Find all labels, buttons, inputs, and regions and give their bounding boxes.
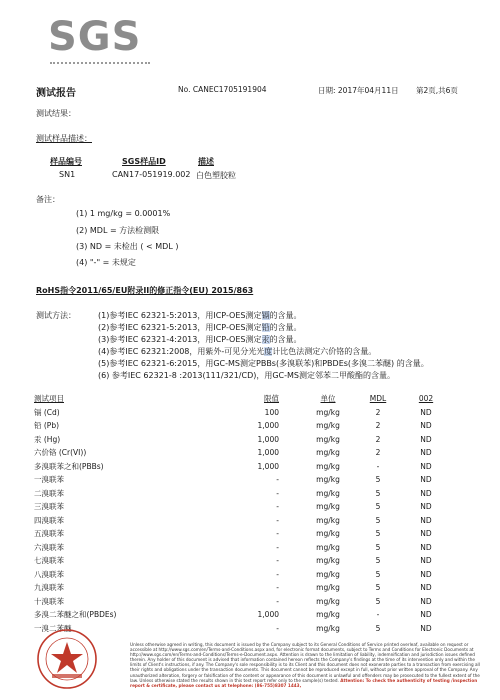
table-cell: ND bbox=[420, 596, 432, 606]
table-cell: 七溴联苯 bbox=[34, 556, 64, 566]
method-item: (1)参考IEC 62321-5:2013，用ICP-OES测定镉的含量。 bbox=[98, 311, 302, 320]
table-cell: 5 bbox=[375, 502, 381, 512]
table-cell: 5 bbox=[375, 596, 381, 606]
method-item: (5)参考IEC 62321-6:2015，用GC-MS测定PBBs(多溴联苯)和PBDEs(多溴二苯醚) 的含量。 bbox=[98, 359, 429, 368]
table-row bbox=[34, 487, 451, 501]
table-cell: - bbox=[276, 502, 279, 512]
results-table bbox=[34, 392, 451, 635]
table-cell: mg/kg bbox=[316, 461, 340, 471]
logo-underline bbox=[50, 62, 150, 67]
inspection-seal-icon bbox=[36, 628, 98, 690]
table-cell: ND bbox=[420, 623, 432, 633]
table-row bbox=[34, 419, 451, 433]
table-cell: 5 bbox=[375, 623, 381, 633]
table-row bbox=[34, 568, 451, 582]
table-row bbox=[34, 581, 451, 595]
table-cell: 一溴联苯 bbox=[34, 475, 64, 485]
table-cell: ND bbox=[420, 610, 432, 620]
table-row bbox=[34, 608, 451, 622]
method-item: (6) 参考IEC 62321-8 :2013(111/321/CD)，用GC-MS测定邻苯二甲酸酯的含量。 bbox=[98, 371, 396, 380]
table-row bbox=[34, 527, 451, 541]
sample-header-no: 样品编号 bbox=[50, 157, 82, 166]
table-cell: mg/kg bbox=[316, 569, 340, 579]
rohs-title: RoHS指令2011/65/EU附录II的修正指令(EU) 2015/863 bbox=[36, 286, 254, 295]
table-row bbox=[34, 473, 451, 487]
table-cell: ND bbox=[420, 461, 432, 471]
sample-no: SN1 bbox=[59, 170, 76, 179]
table-cell: mg/kg bbox=[316, 610, 340, 620]
table-cell: mg/kg bbox=[316, 596, 340, 606]
table-cell: ND bbox=[420, 407, 432, 417]
table-row bbox=[34, 406, 451, 420]
table-cell: 铅 (Pb) bbox=[34, 421, 60, 431]
table-cell: 三溴联苯 bbox=[34, 502, 64, 512]
column-header: 测试项目 bbox=[34, 394, 64, 404]
table-cell: ND bbox=[420, 421, 432, 431]
table-cell: - bbox=[276, 596, 279, 606]
sample-desc-label: 测试样品描述： bbox=[36, 134, 92, 143]
table-cell: ND bbox=[420, 583, 432, 593]
footer-terms: Unless otherwise agreed in writing, this document is issued by the Company subject to its General Conditions of Service printed overleaf, available on request or accessible at http://www.sgs.com/en/Terms-and-Conditions.aspx and, for electronic format documents, subject to Terms and Conditions for Electronic Documents at http://www.sgs.com/en/Terms-and-Conditions/Terms-e-Document.aspx. Attention is drawn to the limitation of liability, indemnification and jurisdiction issues defined therein. Any holder of this document is advised that information contained hereon reflects the Company's findings at the time of its intervention only and within the limits of Client's instructions, if any. The Company's sole responsibility is to its Client and this document does not exonerate parties to a transaction from exercising all their rights and obligations under the transaction documents. This document cannot be reproduced except in full, without prior written approval of the Company. Any unauthorized alteration, forgery or falsification of the content or appearance of this document is unlawful and offenders may be prosecuted to the fullest extent of the law. Unless otherwise stated the results shown in this test report refer only to the sample(s) tested. bbox=[130, 642, 480, 683]
table-cell: ND bbox=[420, 542, 432, 552]
table-cell: - bbox=[276, 475, 279, 485]
table-cell: mg/kg bbox=[316, 448, 340, 458]
table-cell: 2 bbox=[375, 421, 381, 431]
table-cell: 5 bbox=[375, 529, 381, 539]
results-label: 测试结果： bbox=[36, 109, 76, 118]
table-cell: - bbox=[276, 569, 279, 579]
table-cell: 九溴联苯 bbox=[34, 583, 64, 593]
table-cell: 1,000 bbox=[257, 610, 279, 620]
report-title: 测试报告 bbox=[36, 88, 76, 99]
table-cell: - bbox=[276, 556, 279, 566]
table-cell: - bbox=[276, 623, 279, 633]
table-cell: 六价铬 (Cr(VI)) bbox=[34, 448, 87, 458]
table-cell: 100 bbox=[264, 407, 279, 417]
sgs-logo bbox=[48, 12, 154, 62]
table-cell: mg/kg bbox=[316, 556, 340, 566]
table-cell: ND bbox=[420, 556, 432, 566]
table-cell: 1,000 bbox=[257, 448, 279, 458]
table-cell: 5 bbox=[375, 515, 381, 525]
table-cell: 5 bbox=[375, 542, 381, 552]
report-number: No. CANEC1705191904 bbox=[178, 85, 267, 94]
table-cell: 2 bbox=[375, 448, 381, 458]
table-cell: ND bbox=[420, 515, 432, 525]
table-row bbox=[34, 460, 451, 474]
highlight-mark: 汞 bbox=[261, 335, 270, 344]
note-item: (1) 1 mg/kg = 0.0001% bbox=[76, 209, 171, 218]
table-cell: 五溴联苯 bbox=[34, 529, 64, 539]
table-cell: 5 bbox=[375, 569, 381, 579]
table-cell: - bbox=[376, 461, 380, 471]
page-number: 第2页,共6页 bbox=[416, 86, 458, 95]
column-header: 单位 bbox=[320, 394, 336, 404]
highlight-mark: 铅 bbox=[261, 323, 270, 332]
table-cell: 十溴联苯 bbox=[34, 596, 64, 606]
table-row bbox=[34, 433, 451, 447]
logo-text: SGS bbox=[48, 14, 142, 60]
table-cell: mg/kg bbox=[316, 421, 340, 431]
sample-header-id: SGS样品ID bbox=[122, 157, 166, 166]
table-cell: 2 bbox=[375, 407, 381, 417]
table-cell: 1,000 bbox=[257, 421, 279, 431]
table-cell: mg/kg bbox=[316, 542, 340, 552]
sample-id: CAN17-051919.002 bbox=[112, 170, 191, 179]
table-cell: 多溴联苯之和(PBBs) bbox=[34, 461, 104, 471]
table-cell: ND bbox=[420, 529, 432, 539]
table-cell: 多溴二苯醚之和(PBDEs) bbox=[34, 610, 117, 620]
column-header: 002 bbox=[418, 394, 434, 404]
method-item: (2)参考IEC 62321-5:2013，用ICP-OES测定铅的含量。 bbox=[98, 323, 302, 332]
note-item: (4) "-" = 未规定 bbox=[76, 258, 136, 267]
table-cell: ND bbox=[420, 569, 432, 579]
table-row bbox=[34, 595, 451, 609]
table-cell: 一溴二苯醚 bbox=[34, 623, 72, 633]
table-row bbox=[34, 554, 451, 568]
results-table-header bbox=[34, 392, 451, 406]
table-cell: mg/kg bbox=[316, 488, 340, 498]
table-cell: ND bbox=[420, 448, 432, 458]
sample-desc: 白色塑胶粒 bbox=[196, 171, 236, 180]
table-cell: mg/kg bbox=[316, 583, 340, 593]
notes-label: 备注： bbox=[36, 195, 60, 204]
note-item: (2) MDL = 方法检测限 bbox=[76, 226, 160, 235]
table-cell: - bbox=[276, 542, 279, 552]
table-cell: 5 bbox=[375, 556, 381, 566]
note-item: (3) ND = 未检出 ( < MDL ) bbox=[76, 242, 179, 251]
table-row bbox=[34, 514, 451, 528]
table-cell: - bbox=[276, 515, 279, 525]
table-cell: mg/kg bbox=[316, 529, 340, 539]
footer-disclaimer bbox=[130, 642, 482, 688]
table-cell: 5 bbox=[375, 488, 381, 498]
table-cell: - bbox=[376, 610, 380, 620]
table-cell: 1,000 bbox=[257, 434, 279, 444]
table-cell: - bbox=[276, 583, 279, 593]
table-cell: 汞 (Hg) bbox=[34, 434, 61, 444]
table-cell: 2 bbox=[375, 434, 381, 444]
table-cell: 5 bbox=[375, 475, 381, 485]
table-row bbox=[34, 500, 451, 514]
report-date: 日期: 2017年04月11日 bbox=[318, 86, 399, 95]
table-row bbox=[34, 541, 451, 555]
table-cell: mg/kg bbox=[316, 623, 340, 633]
highlight-mark: 度 bbox=[264, 347, 273, 356]
table-cell: 八溴联苯 bbox=[34, 569, 64, 579]
table-cell: mg/kg bbox=[316, 407, 340, 417]
methods-label: 测试方法： bbox=[36, 311, 76, 320]
table-cell: 二溴联苯 bbox=[34, 488, 64, 498]
column-header: MDL bbox=[369, 394, 387, 404]
table-cell: ND bbox=[420, 475, 432, 485]
table-cell: mg/kg bbox=[316, 502, 340, 512]
table-cell: 5 bbox=[375, 583, 381, 593]
table-cell: 六溴联苯 bbox=[34, 542, 64, 552]
table-cell: ND bbox=[420, 502, 432, 512]
table-cell: - bbox=[276, 488, 279, 498]
table-cell: 1,000 bbox=[257, 461, 279, 471]
table-cell: ND bbox=[420, 434, 432, 444]
column-header: 限值 bbox=[264, 394, 279, 404]
table-cell: mg/kg bbox=[316, 475, 340, 485]
sample-header-desc: 描述 bbox=[198, 157, 214, 166]
table-cell: mg/kg bbox=[316, 515, 340, 525]
table-cell: 四溴联苯 bbox=[34, 515, 64, 525]
table-cell: - bbox=[276, 529, 279, 539]
footer-attention: Attention: To check the authenticity of testing /inspection report & certificate, please contact us at telephone: (86-755)8307 1443, bbox=[130, 677, 478, 688]
table-cell: ND bbox=[420, 488, 432, 498]
method-item: (3)参考IEC 62321-4:2013，用ICP-OES测定汞的含量。 bbox=[98, 335, 302, 344]
table-cell: 镉 (Cd) bbox=[34, 407, 60, 417]
table-cell: mg/kg bbox=[316, 434, 340, 444]
highlight-mark: 镉 bbox=[261, 311, 270, 320]
method-item: (4)参考IEC 62321:2008，用紫外-可见分光光度计比色法测定六价铬的含量。 bbox=[98, 347, 377, 356]
table-row bbox=[34, 446, 451, 460]
